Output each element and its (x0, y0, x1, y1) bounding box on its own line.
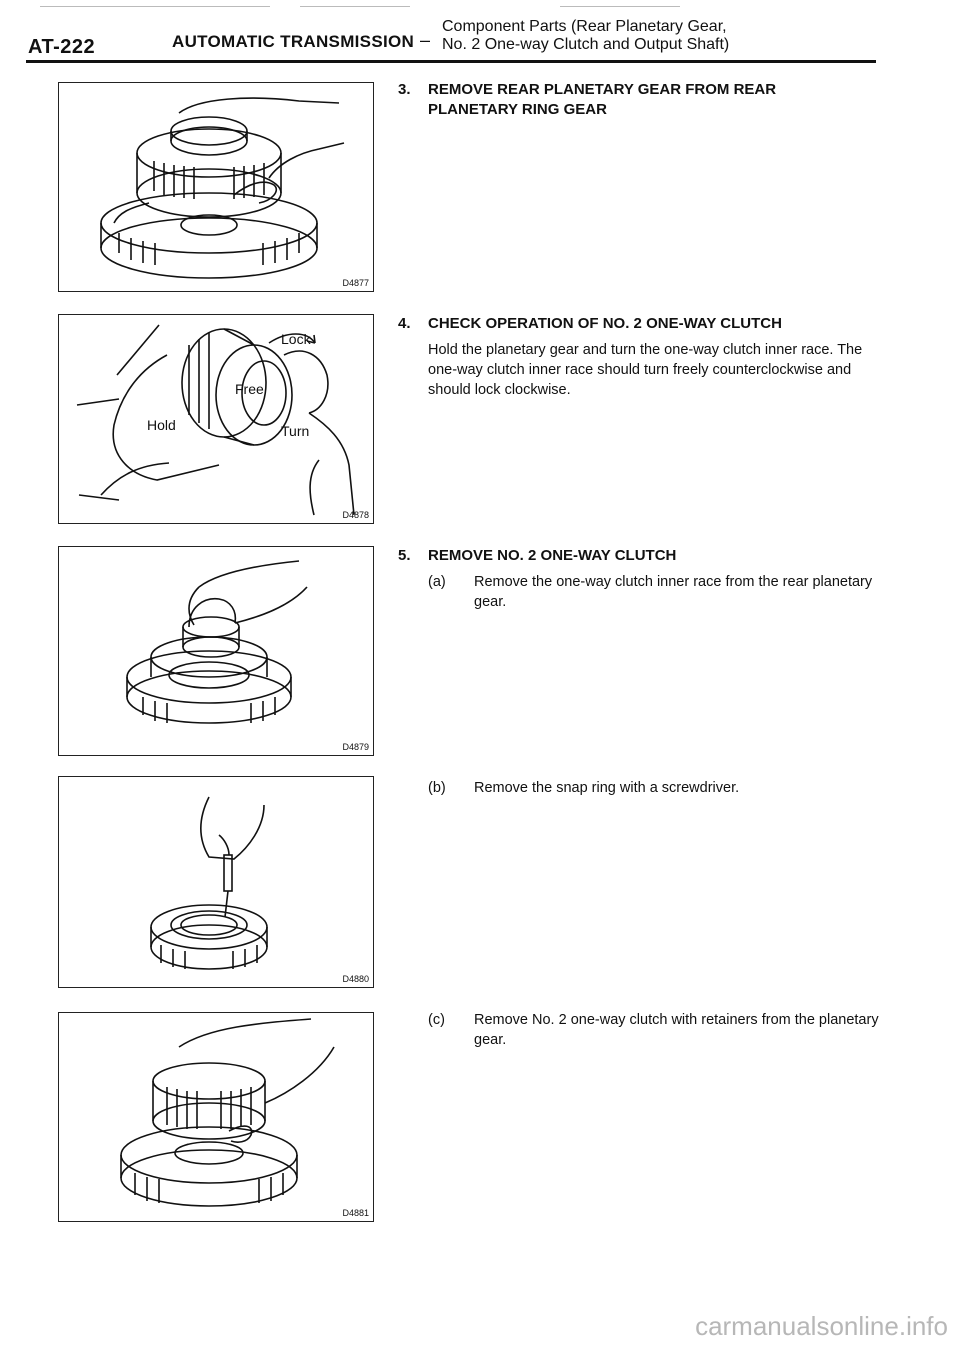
figure-remove-inner-race (58, 546, 374, 756)
substep-text: Remove the one-way clutch inner race from the rear planetary gear. (474, 574, 873, 610)
step-number: 3. (398, 81, 411, 98)
illustration-clutch-removal (59, 1013, 373, 1221)
step-number: 5. (398, 547, 411, 564)
substep-c (428, 1010, 888, 1050)
step-title: CHECK OPERATION OF NO. 2 ONE-WAY CLUTCH (428, 315, 782, 332)
label-hold: Hold (147, 417, 176, 433)
illustration-planetary-gear (59, 83, 373, 291)
illustration-inner-race (59, 547, 373, 755)
step-4-title-row (398, 314, 888, 334)
substep-text: Remove the snap ring with a screwdriver. (474, 780, 740, 796)
step-4 (398, 314, 888, 400)
header-subtitle-line1: Component Parts (Rear Planetary Gear, (442, 18, 727, 35)
step-3 (398, 80, 888, 120)
step-5 (398, 546, 888, 566)
page-number: AT-222 (28, 36, 96, 58)
label-free: Free (235, 381, 264, 397)
step-title: REMOVE REAR PLANETARY GEAR FROM REAR PLANETARY RING GEAR (428, 81, 777, 118)
figure-remove-snap-ring (58, 776, 374, 988)
substep-key: (c) (428, 1012, 445, 1028)
header-subtitle-line2: No. 2 One-way Clutch and Output Shaft) (442, 36, 730, 53)
figure-check-one-way-clutch (58, 314, 374, 524)
scan-mark (560, 6, 680, 7)
substep-key: (b) (428, 780, 446, 796)
substep-b (428, 778, 888, 798)
section-title: AUTOMATIC TRANSMISSION (172, 32, 415, 51)
scan-mark (40, 6, 270, 7)
figure-code: D4881 (342, 1208, 369, 1218)
step-5-title-row (398, 546, 888, 566)
watermark: carmanualsonline.info (695, 1311, 948, 1341)
header-separator: – (420, 30, 431, 50)
header-rule (26, 60, 876, 63)
figure-code: D4877 (342, 278, 369, 288)
step-title: REMOVE NO. 2 ONE-WAY CLUTCH (428, 547, 677, 564)
figure-code: D4879 (342, 742, 369, 752)
scan-mark (300, 6, 410, 7)
step-3-title-row (398, 80, 888, 120)
illustration-screwdriver (59, 777, 373, 987)
label-turn: Turn (281, 423, 310, 439)
substep-text: Remove No. 2 one-way clutch with retainers from the planetary gear. (474, 1012, 879, 1048)
step-body: Hold the planetary gear and turn the one-way clutch inner race. The one-way clutch inner race should turn freely counterclockwise and should lock clockwise. (428, 342, 863, 398)
figure-code: D4878 (342, 510, 369, 520)
illustration-hold-turn (59, 315, 373, 523)
step-number: 4. (398, 315, 411, 332)
figure-remove-planetary-gear (58, 82, 374, 292)
figure-code: D4880 (342, 974, 369, 984)
figure-remove-one-way-clutch (58, 1012, 374, 1222)
substep-key: (a) (428, 574, 446, 590)
label-lock: Lock (281, 331, 311, 347)
substep-a (428, 572, 888, 612)
